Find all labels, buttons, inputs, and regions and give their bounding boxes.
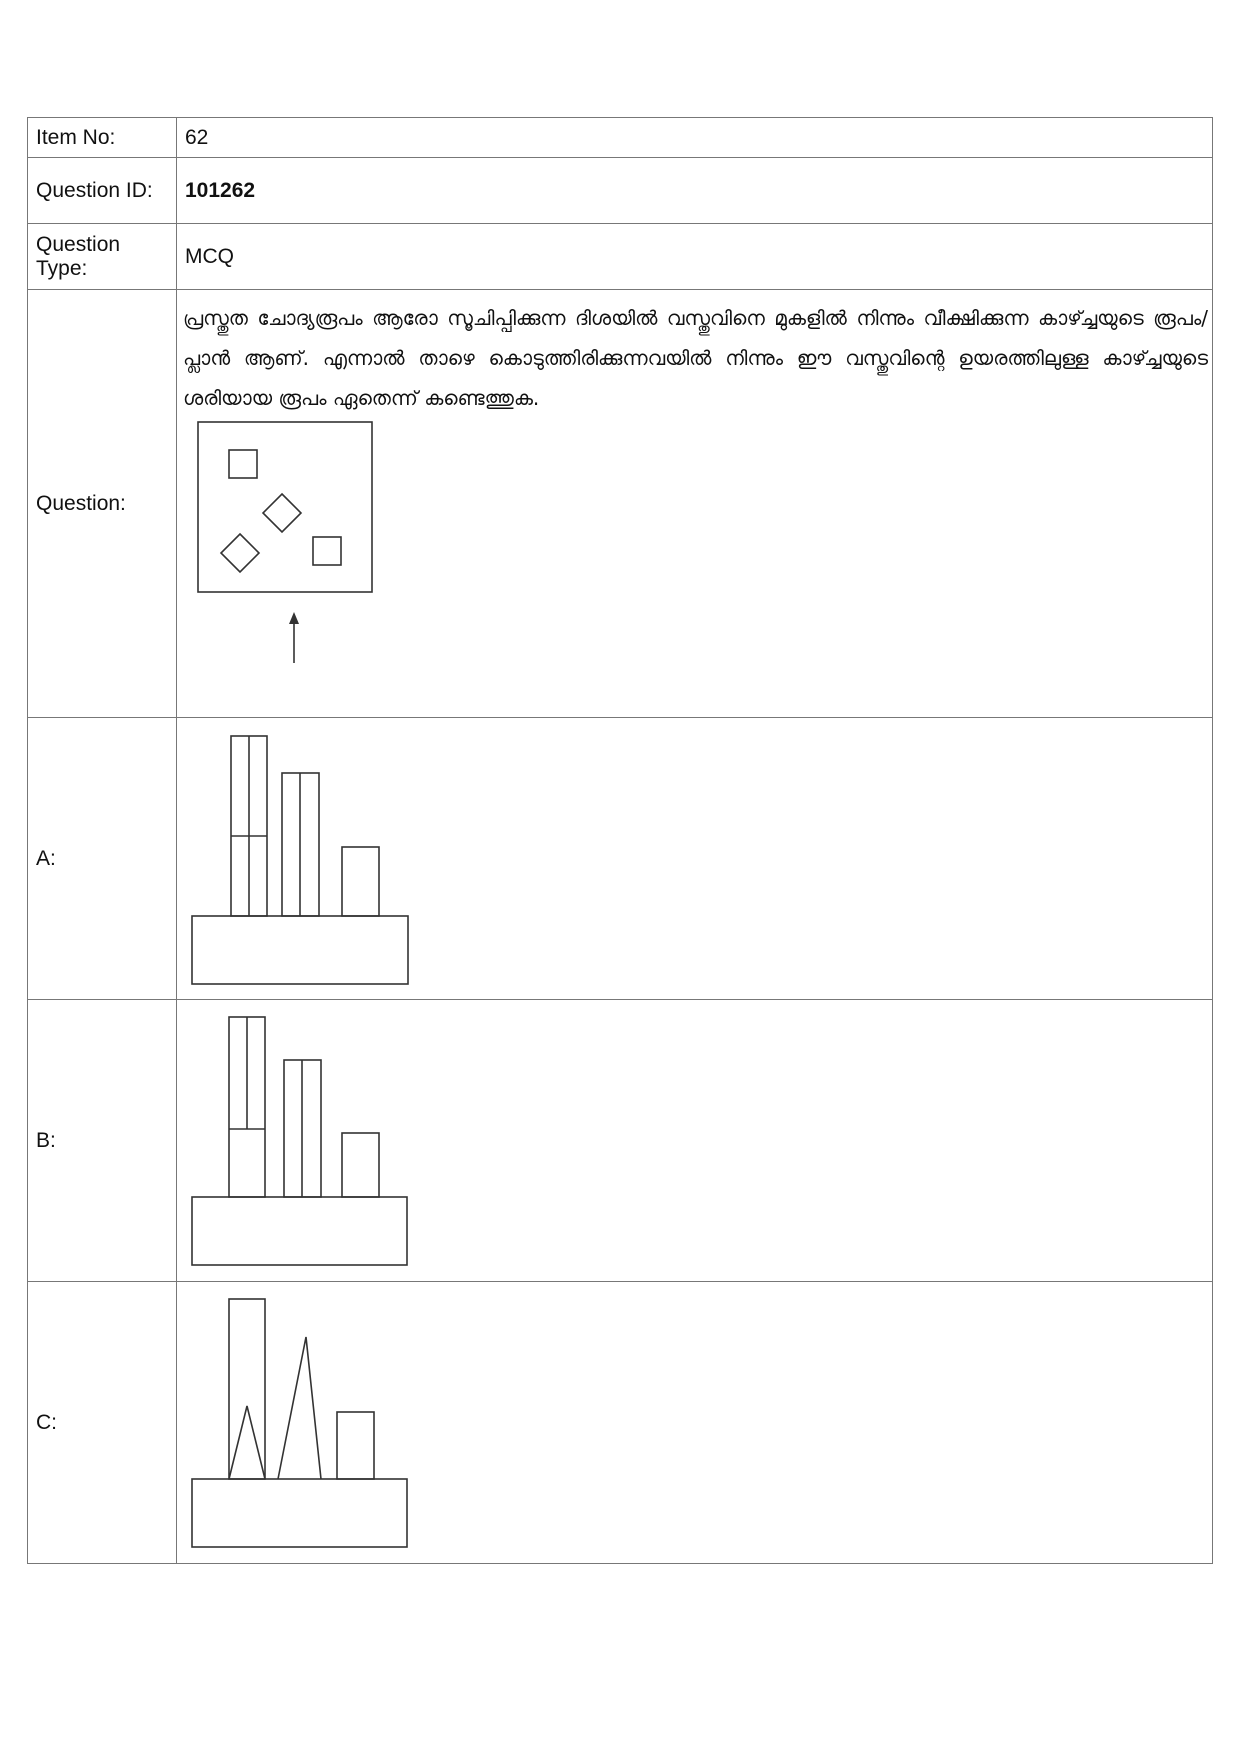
question-figure <box>177 418 577 680</box>
option-a-cell <box>177 718 1213 1000</box>
option-a-base <box>192 916 408 984</box>
question-type-row <box>28 224 1213 290</box>
option-a-figure <box>177 719 477 999</box>
option-c-inner-triangle <box>229 1406 265 1479</box>
option-c-label: C: <box>28 1282 177 1564</box>
option-c-tall-block <box>229 1299 265 1479</box>
option-b-base <box>192 1197 407 1265</box>
option-b-short-block <box>342 1133 379 1197</box>
question-id-label: Question ID: <box>28 158 177 224</box>
question-table <box>27 117 1213 1564</box>
option-a-short-block <box>342 847 379 916</box>
option-c-spike <box>278 1337 321 1479</box>
option-b-row <box>28 1000 1213 1282</box>
question-cell <box>177 290 1213 718</box>
option-c-base <box>192 1479 407 1547</box>
plan-square-2 <box>313 537 341 565</box>
option-c-row <box>28 1282 1213 1564</box>
question-text: പ്രസ്തുത ചോദ്യരൂപം ആരോ സൂചിപ്പിക്കുന്ന ദിശയിൽ വസ്തുവിനെ മുകളിൽ നിന്നും വീക്ഷിക്കുന്ന കാഴ്ച്ചയുടെ രൂപം/ പ്ലാൻ ആണ്. എന്നാൽ താഴെ കൊടുത്തിരിക്കുന്നവയിൽ നിന്നും ഈ വസ്തുവിന്റെ ഉയരത്തിലുള്ള കാഴ്ച്ചയുടെ ശരിയായ രൂപം ഏതെന്ന് കണ്ടെത്തുക. <box>183 306 1208 410</box>
question-id-row <box>28 158 1213 224</box>
question-type-label: Question Type: <box>28 224 177 290</box>
option-c-cell <box>177 1282 1213 1564</box>
plan-diamond-1 <box>263 494 301 532</box>
option-a-label: A: <box>28 718 177 1000</box>
plan-square-1 <box>229 450 257 478</box>
question-row <box>28 290 1213 718</box>
item-no-value: 62 <box>177 118 1213 158</box>
option-b-label: B: <box>28 1000 177 1282</box>
direction-arrow-icon <box>289 612 299 624</box>
option-b-cell <box>177 1000 1213 1282</box>
option-a-row <box>28 718 1213 1000</box>
item-no-label: Item No: <box>28 118 177 158</box>
plan-outline <box>198 422 372 592</box>
question-label: Question: <box>28 290 177 718</box>
option-c-figure <box>177 1283 477 1563</box>
option-c-short-block <box>337 1412 374 1479</box>
question-type-value: MCQ <box>177 224 1213 290</box>
item-no-row <box>28 118 1213 158</box>
question-id-value: 101262 <box>177 158 1213 224</box>
option-b-figure <box>177 1001 477 1281</box>
plan-diamond-2 <box>221 534 259 572</box>
